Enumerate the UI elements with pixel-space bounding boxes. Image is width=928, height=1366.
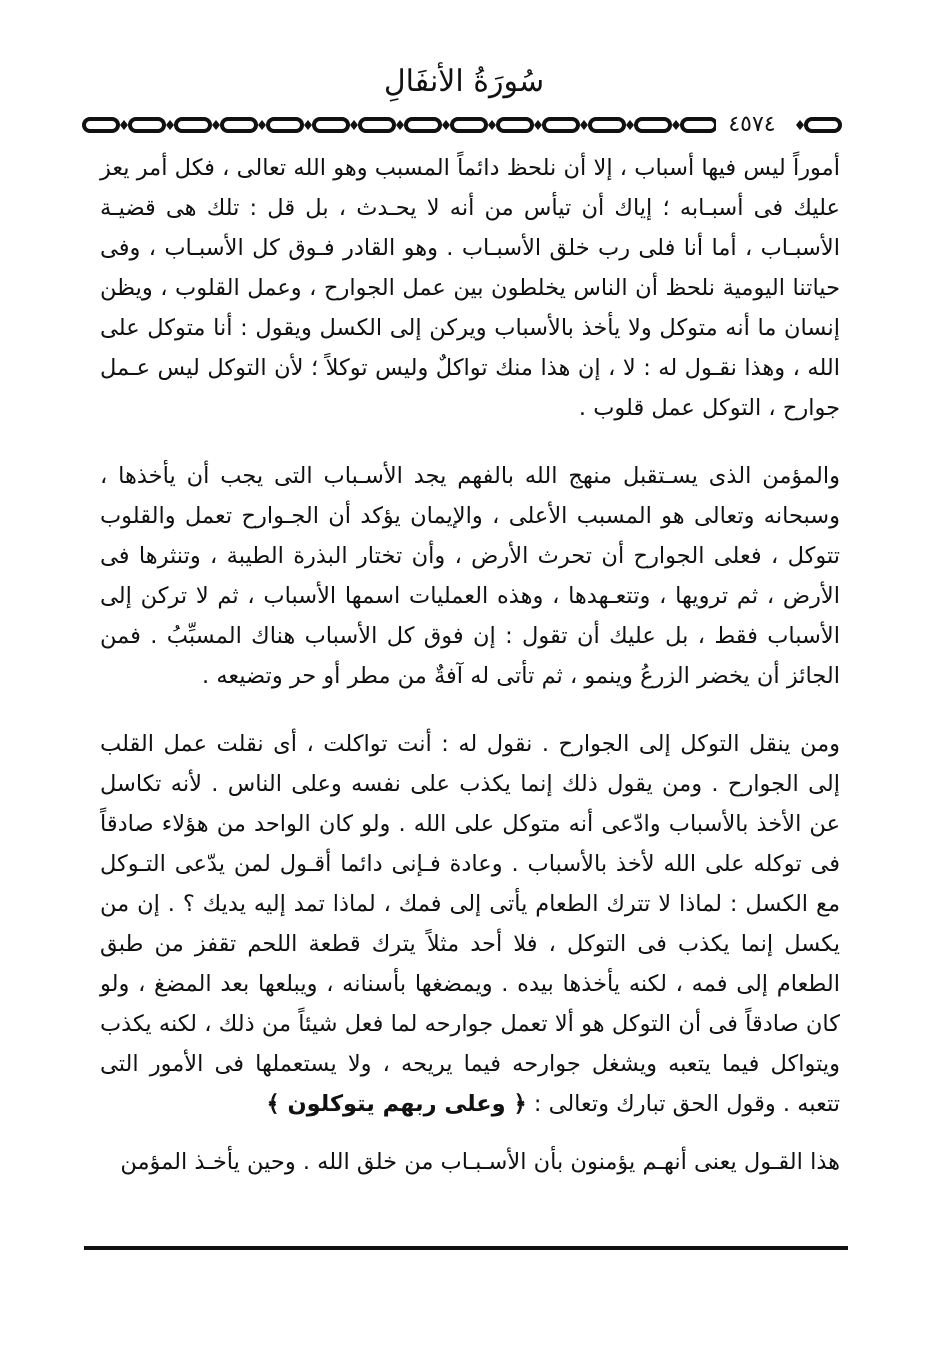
surah-title: سُورَةُ الأنفَالِ <box>383 64 545 99</box>
page-number: ٤٥٧٤ <box>716 112 788 138</box>
paragraph-4: هذا القـول يعنى أنهـم يؤمنون بأن الأسـبـاب من خلق الله . وحين يأخـذ المؤمن <box>120 1149 840 1175</box>
quran-verse: ﴿ وعلى ربهم يتوكلون ﴾ <box>266 1091 527 1117</box>
body-text <box>100 148 840 1182</box>
paragraph-2: والمؤمن الذى يسـتقبل منهج الله بالفهم يجد الأسـباب التى يجب أن يأخذها ، وسبحانه وتعالى هو المسبب الأعلى ، والإيمان يؤكد أن الجـوارح تعمل والقلوب تتوكل ، فعلى الجوارح أن تحرث الأرض ، وأن تختار البذرة الطيبة ، وتنثرها فى الأرض ، ثم ترويها ، وتتعـهدها ، وهذه العمليات اسمها الأسباب ، ثم لا تركن إلى الأسباب فقط ، بل عليك أن تقول : إن فوق كل الأسباب هناك المسبِّبُ . فمن الجائز أن يخضر الزرعُ وينمو ، ثم تأتى له آفةٌ من مطر أو حر وتضيعه . <box>100 463 840 689</box>
paragraph-3-text: ومن ينقل التوكل إلى الجوارح . نقول له : أنت تواكلت ، أى نقلت عمل القلب إلى الجوارح . ومن يقول ذلك إنما يكذب على نفسه وعلى الناس . لأنه تكاسل عن الأخذ بالأسباب وادّعى أنه متوكل على الله . ولو كان الواحد من هؤلاء صادقاً فى توكله على الله لأخذ بالأسباب . وعادة فـإنى دائما أقـول لمن يدّعى التـوكل مع الكسل : لماذا لا تترك الطعام يأتى إلى فمك ، لماذا تمد إليه يديك ؟ . إن من يكسل إنما يكذب فى التوكل ، فلا أحد مثلاً يترك قطعة اللحم تقفز من طبق الطعام إلى فمه ، لكنه يأخذها بيده . ويمضغها بأسنانه ، ويبلعها بعد المضغ ، ولو كان صادقاً فى أن التوكل هو ألا تعمل جوارحه لما فعل شيئاً من ذلك ، لكنه يكذب ويتواكل فيما يتعبه ويشغل جوارحه فيما يريحه ، ولا يستعملها فى الأمور التى تتعبه . وقول الحق تبارك وتعالى : <box>100 731 840 1117</box>
paragraph-3 <box>100 724 840 1124</box>
paragraph-1: أموراً ليس فيها أسباب ، إلا أن نلحظ دائماً المسبب وهو الله تعالى ، فكل أمر يعز عليك فى أسبـابه ؛ إياك أن تيأس من أنه لا يحـدث ، بل قل : تلك هى قضيـة الأسبـاب ، أما أنا فلى رب خلق الأسبـاب . وهو القادر فـوق كل الأسبـاب ، وفى حياتنا اليومية نلحظ أن الناس يخلطون بين عمل الجوارح ، وعمل القلوب ، ويظن إنسان ما أنه متوكل ولا يأخذ بالأسباب ويركن إلى الكسل ويقول : أنا متوكل على الله ، وهذا نقـول له : لا ، إن هذا منك تواكلٌ وليس توكلاً ؛ لأن التوكل ليس عـمل جوارح ، التوكل عمل قلوب . <box>100 155 840 421</box>
footer-rule <box>84 1246 848 1250</box>
